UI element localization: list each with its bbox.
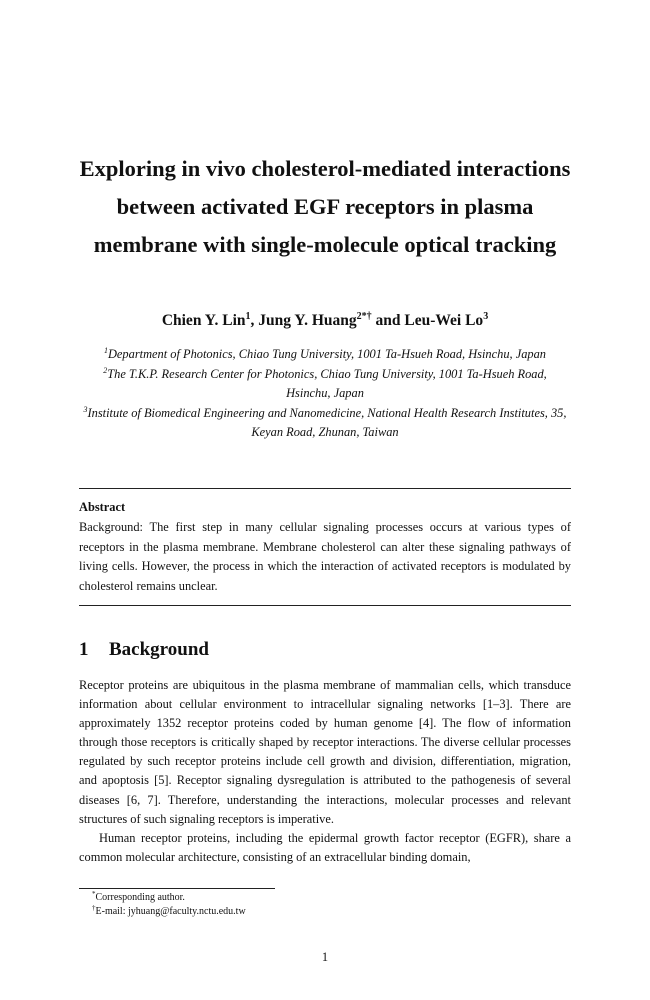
section-number: 1	[79, 639, 89, 660]
footnote-text: Corresponding author.	[95, 892, 185, 903]
abstract-heading: Abstract	[79, 500, 126, 514]
footnote	[92, 905, 572, 919]
author-name: Chien Y. Lin	[161, 312, 246, 329]
body-text	[79, 676, 571, 867]
paragraph: Receptor proteins are ubiquitous in the plasma membrane of mammalian cells, which transduce information about cellular environment to intracellular signaling networks [1–3]. There are approximately 1352 receptor proteins coded by human genome [4]. The flow of information through those receptors is critically shaped by receptor interactions. The diverse cellular processes regulated by such receptor proteins include cell growth and division, differentiation, migration, and apoptosis [5]. Receptor signaling dysregulation is attributed to the pathogenesis of several diseases [6, 7]. Therefore, understanding the interactions, molecular processes and relevant structures of such signaling receptors is imperative.	[79, 678, 571, 826]
author-list	[60, 310, 590, 332]
footnote-text: E-mail: jyhuang@faculty.nctu.edu.tw	[95, 906, 246, 917]
affiliation-list	[80, 345, 570, 443]
affiliation	[80, 365, 570, 404]
abstract	[79, 498, 571, 597]
section-heading	[79, 636, 571, 664]
footnote-mark: †	[92, 904, 96, 912]
author-affiliation-mark: 3	[483, 311, 489, 322]
affiliation-text: Department of Photonics, Chiao Tung University, 1001 Ta-Hsueh Road, Hsinchu, Japan	[107, 347, 546, 361]
affiliation	[80, 345, 570, 365]
paragraph: Human receptor proteins, including the epidermal growth factor receptor (EGFR), share a common molecular architecture, consisting of an extracellular binding domain,	[79, 830, 571, 864]
affiliation-text: The T.K.P. Research Center for Photonics, Chiao Tung University, 1001 Ta-Hsueh Road, Hsinchu, Japan	[107, 366, 547, 400]
author-separator: ,	[250, 312, 259, 329]
affiliation-number: 3	[83, 404, 88, 414]
author-name: Jung Y. Huang	[258, 312, 357, 329]
affiliation	[80, 404, 570, 443]
footnote-mark: *	[92, 890, 96, 898]
paper-title: Exploring in vivo cholesterol-mediated interactions between activated EGF receptors in plasma membrane with single-molecule optical tracking	[79, 156, 571, 257]
author-affiliation-mark: 1	[245, 311, 251, 322]
footnotes	[92, 891, 572, 919]
abstract-top-rule	[79, 488, 571, 489]
affiliation-text: Institute of Biomedical Engineering and Nanomedicine, National Health Research Institutes, 35, Keyan Road, Zhunan, Taiwan	[87, 405, 567, 439]
footnote-rule	[79, 888, 275, 889]
page-number: 1	[321, 950, 329, 964]
abstract-text: Background: The first step in many cellular signaling processes occurs at various types of receptors in the plasma membrane. Membrane cholesterol can alter these signaling pathways of living cells. However, the process in which the interaction of activated receptors is modulated by cholesterol remains unclear.	[79, 519, 571, 594]
author-affiliation-mark: 2*†	[356, 311, 372, 322]
author-separator: and	[371, 312, 405, 329]
affiliation-number: 1	[103, 346, 108, 355]
section-title: Background	[109, 639, 209, 660]
abstract-bottom-rule	[79, 605, 571, 606]
footnote	[92, 891, 572, 905]
affiliation-number: 2	[103, 365, 108, 375]
author-name: Leu-Wei Lo	[404, 312, 484, 329]
